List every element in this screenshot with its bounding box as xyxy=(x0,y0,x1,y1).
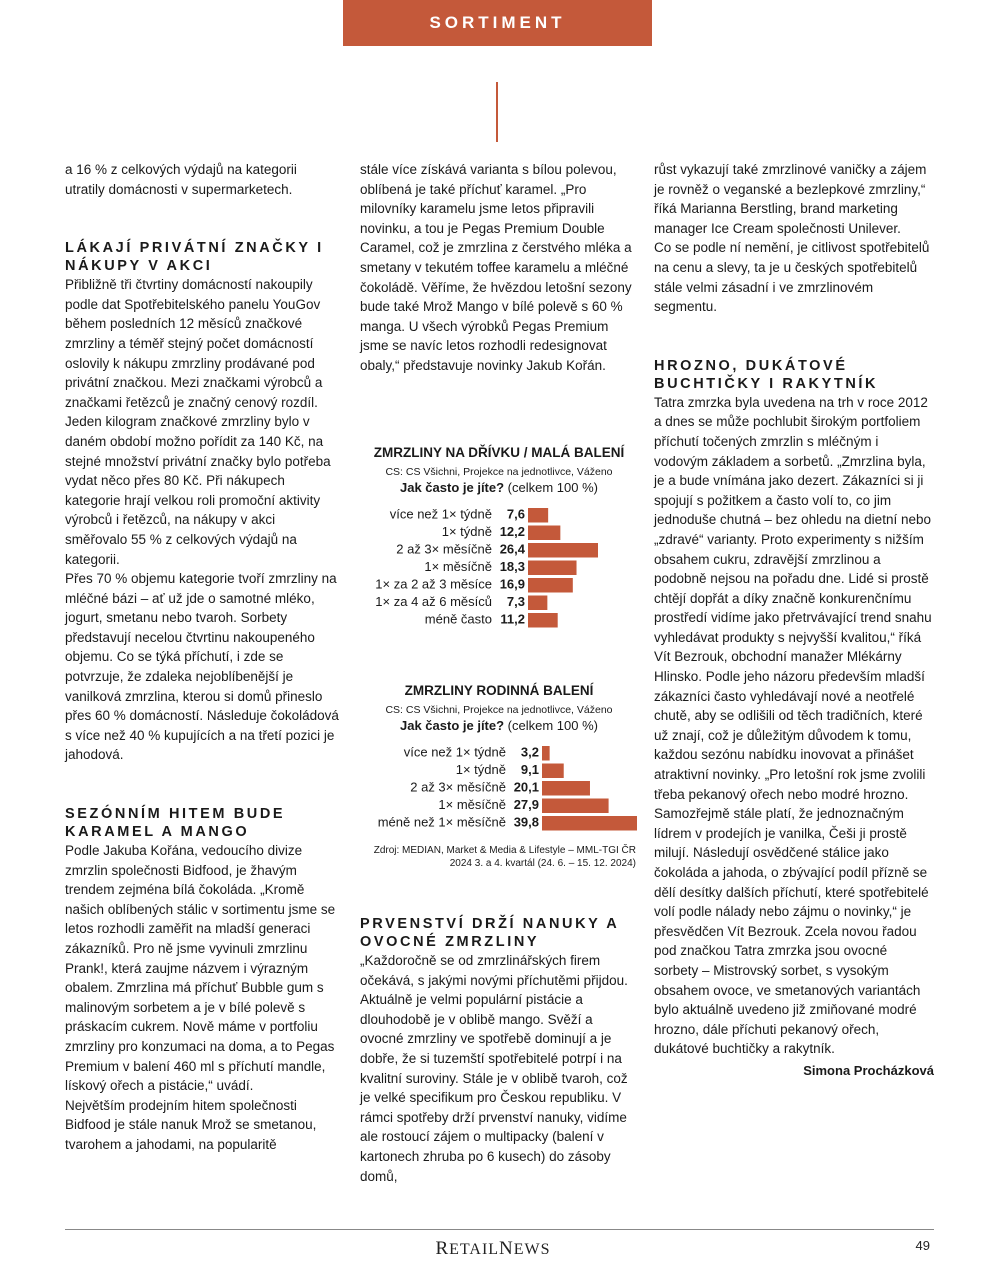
footer-rule xyxy=(65,1229,934,1230)
page-number: 49 xyxy=(915,1238,930,1253)
value-label: 9,1 xyxy=(520,762,539,777)
category-label: 1× měsíčně xyxy=(438,797,506,812)
category-label: 1× za 4 až 6 měsíců xyxy=(375,594,492,609)
bar xyxy=(528,508,548,523)
paragraph: Přes 70 % objemu kategorie tvoří zmrzliny na mléčné bázi – ať už jde o samotné mléko, jogurt, smetanu nebo tvaroh. Sorbety představují necelou čtvrtinu nakoupeného objemu. Co se týká příchutí, i zde se potvrzuje, že zdaleka nejoblíbenější je vanilková zmrzlina, kterou si domů přineslo přes 60 % domácností. Následuje čokoládová s více než 40 % kupujících a na třetí pozici je jahodová. xyxy=(65,571,339,763)
bar xyxy=(542,764,564,779)
bar xyxy=(542,781,590,796)
bar xyxy=(542,816,637,831)
paragraph: „Každoročně se od zmrzlinářských firem očekává, s jakými novými příchutěmi přijdou. Aktuálně je velmi populární pistácie a dlouhodobě je v oblibě mango. Svěží a ovocné zmrzliny ve spotřebě dominují a je dobře, že si tuzemští spotřebitelé potrpí i na kvalitní suroviny. Stále je v oblibě tvaroh, což je velké specifikum pro Českou republiku. V rámci spotřeby drží prvenství nanuky, vidíme ale rostoucí zájem o multipacky (balení v kartonech zhruba po 6 kusech) do zásoby domů, xyxy=(360,953,628,1184)
value-label: 12,2 xyxy=(499,524,525,539)
category-label: 1× týdně xyxy=(455,762,506,777)
category-label: více než 1× týdně xyxy=(403,744,506,760)
bar xyxy=(542,746,550,761)
chart-question: Jak často je jíte? (celkem 100 %) xyxy=(400,480,598,495)
section-heading: LÁKAJÍ PRIVÁTNÍ ZNAČKY I NÁKUPY V AKCI xyxy=(65,240,324,275)
chart-title: ZMRZLINY RODINNÁ BALENÍ xyxy=(404,683,594,698)
category-label: 2 až 3× měsíčně xyxy=(410,779,506,795)
paragraph: Přibližně tři čtvrtiny domácností nakoupily podle dat Spotřebitelského panelu YouGov během posledních 12 měsíců značkové zmrzliny a téměř stejný počet domácností oslovily k nákupu zmrzliny prodávané pod privátní značkou. Mezi značkami výrobců a značkami řetězců je značný cenový rozdíl. Jeden kilogram značkové zmrzliny bylo v daném období možno pořídit za 140 Kč, na stejné množství privátní značky bylo potřeba vydat něco přes 80 Kč. Při nákupech kategorie hrají velkou roli promoční aktivity výrobců i řetězců, na nákupy v akci směřovalo 55 % z celkových výdajů na kategorii. xyxy=(65,277,331,567)
chart-title: ZMRZLINY NA DŘÍVKU / MALÁ BALENÍ xyxy=(373,445,625,460)
author-name: Simona Procházková xyxy=(803,1062,934,1078)
chart-subtitle: CS: CS Všichni, Projekce na jednotlivce, Váženo xyxy=(385,466,613,478)
paragraph: Co se podle ní nemění, je citlivost spotřebitelů na cenu a slevy, ta je u českých spotřebitelů stále velmi zásadní i ve zmrzlinovém segmentu. xyxy=(654,240,930,315)
value-label: 16,9 xyxy=(499,576,525,592)
chart-family-packs xyxy=(360,681,638,870)
column-2-bottom xyxy=(360,915,638,1186)
retailnews-logo: RETAILNEWS xyxy=(435,1238,551,1259)
paragraph: Tatra zmrzka byla uvedena na trh v roce 2012 a dnes se může pochlubit širokým portfoliem příchutí točených zmrzlin s mléčným i vodovým základem a sorbetů. „Zmrzlina byla, je a bude vnímána jako dezert. Zákazníci si ji spojují s požitkem a často volí to, co jim jednoduše chutná – bez ohledu na dietní nebo „zdravé“ varianty. Proto experimenty s nižším obsahem cukru, zdravější zmrzlinou a podobně nejsou na pořadu dne. Lidé si prostě chtějí dopřát a díky značně konkurenčnímu prostředí vidíme jako přetrvávající trend snahu vyhledávat produkty s nejvyšší kvalitou,“ říká Vít Bezrouk, obchodní manažer Mlékárny Hlinsko. Podle jeho názoru především mladší zákazníci často vyhledávají nové a neotřelé chutě, aby se odlišili od těch tradičních, které už znají, což je důležitým důvodem k tomu, každou sezónu nabídku inovovat a přinášet atraktivní novinky. „Pro letošní rok jsme zvolili třeba pekanový ořech nebo modré hrozno. Samozřejmě stále platí, že jednoznačným lídrem v prodejích je vanilka, Češi ji prostě milují. Následují osvědčené stálice jako čokoláda a jahoda, o zbývající podíl přízně se dělí desítky dalších příchutí, které spotřebitelé volí podle nálady nebo zájmu o novinky,“ je přesvědčen Vít Bezrouk. Zcela novou řadou pod značkou Tatra zmrzka jsou ovocné sorbety – Mistrovský sorbet, s vysokým obsahem ovoce, ve smetanových variantách bylo aktuálně uvedeno již zmiňované modré hrozno, dále příchuti pekanový ořech, dukátové buchtičky a rakytník. xyxy=(654,394,932,1057)
value-label: 26,4 xyxy=(499,541,525,557)
category-label: 1× týdně xyxy=(441,524,492,539)
value-label: 3,2 xyxy=(520,744,539,760)
paragraph: a 16 % z celkových výdajů na kategorii utratily domácnosti v supermarketech. xyxy=(65,162,297,197)
bar xyxy=(528,578,573,593)
value-label: 27,9 xyxy=(513,797,539,812)
value-label: 11,2 xyxy=(500,611,525,627)
category-label: 1× za 2 až 3 měsíce xyxy=(375,576,492,592)
value-label: 39,8 xyxy=(513,814,539,830)
value-label: 20,1 xyxy=(513,779,539,795)
column-3 xyxy=(654,160,934,1081)
section-heading: PRVENSTVÍ DRŽÍ NANUKY A OVOCNÉ ZMRZLINY xyxy=(360,916,619,950)
column-2-top xyxy=(360,160,638,376)
bar xyxy=(528,613,558,628)
paragraph: stále více získává varianta s bílou polevou, oblíbená je také příchuť karamel. „Pro milovníky karamelu jsme letos připravili novinku, a tou je Pegas Premium Double Caramel, což je zmrzlina z čerstvého mléka a smetany v tekutém toffee karamelu a mléčné čokoládě. Věříme, že hvězdou letošní sezony bude také Mrož Mango v bílé polevě s 60 % manga. U všech výrobků Pegas Premium jsme se navíc letos rozhodli redesignovat obaly,“ představuje novinky Jakub Kořán. xyxy=(360,162,632,373)
chart-source: Zdroj: MEDIAN, Market & Media & Lifestyle – MML-TGI ČR 2024 3. a 4. kvartál (24. 6. – 15. 12. 2024) xyxy=(373,845,636,869)
paragraph: Podle Jakuba Kořána, vedoucího divize zmrzlin společnosti Bidfood, je žhavým trendem zejména bílá čokoláda. „Kromě našich oblíbených stálic v sortimentu jsme se letos rozhodli zaměřit na mladší generaci zákazníků. Pro ně jsme vyvinuli zmrzlinu Prank!, která zaujme názvem i výrazným obalem. Zmrzlina má příchuť Bubble gum s malinovým sorbetem a je v bílé polevě s práskacím cukrem. Nově máme v portfoliu zmrzliny pro konzumaci na doma, a to Pegas Premium v balení 460 ml s příchutí mandle, lískový ořech a pistácie,“ uvádí. xyxy=(65,843,336,1094)
category-label: méně často xyxy=(424,611,492,627)
value-label: 18,3 xyxy=(499,559,525,574)
bar-chart-2 xyxy=(360,742,638,834)
category-label: 2 až 3× měsíčně xyxy=(396,541,492,557)
bar xyxy=(528,596,547,611)
bar xyxy=(542,799,609,814)
chart-subtitle: CS: CS Všichni, Projekce na jednotlivce, Váženo xyxy=(385,704,613,716)
section-heading: HROZNO, DUKÁTOVÉ BUCHTIČKY I RAKYTNÍK xyxy=(654,357,879,392)
paragraph: růst vykazují také zmrzlinové vaničky a zájem je rovněž o veganské a bezlepkové zmrzliny,“ říká Marianna Berstling, brand marketing manager Ice Cream společnosti Unilever. xyxy=(654,162,927,236)
section-banner: SORTIMENT xyxy=(343,0,652,46)
value-label: 7,3 xyxy=(506,594,525,609)
paragraph: Největším prodejním hitem společnosti Bidfood je stále nanuk Mrož se smetanou, tvarohem a jahodami, na popularitě xyxy=(65,1097,317,1152)
value-label: 7,6 xyxy=(506,506,525,522)
decorative-divider xyxy=(496,82,498,142)
chart-stick-ice-cream xyxy=(360,443,638,632)
column-1 xyxy=(65,160,340,1155)
bar-chart-1 xyxy=(360,504,638,632)
bar xyxy=(528,543,598,558)
category-label: více než 1× týdně xyxy=(389,506,492,522)
section-heading: SEZÓNNÍM HITEM BUDE KARAMEL A MANGO xyxy=(65,806,286,841)
category-label: 1× měsíčně xyxy=(424,559,492,574)
bar xyxy=(528,561,577,576)
bar xyxy=(528,526,560,541)
chart-question: Jak často je jíte? (celkem 100 %) xyxy=(400,718,598,733)
category-label: méně než 1× měsíčně xyxy=(377,814,506,830)
